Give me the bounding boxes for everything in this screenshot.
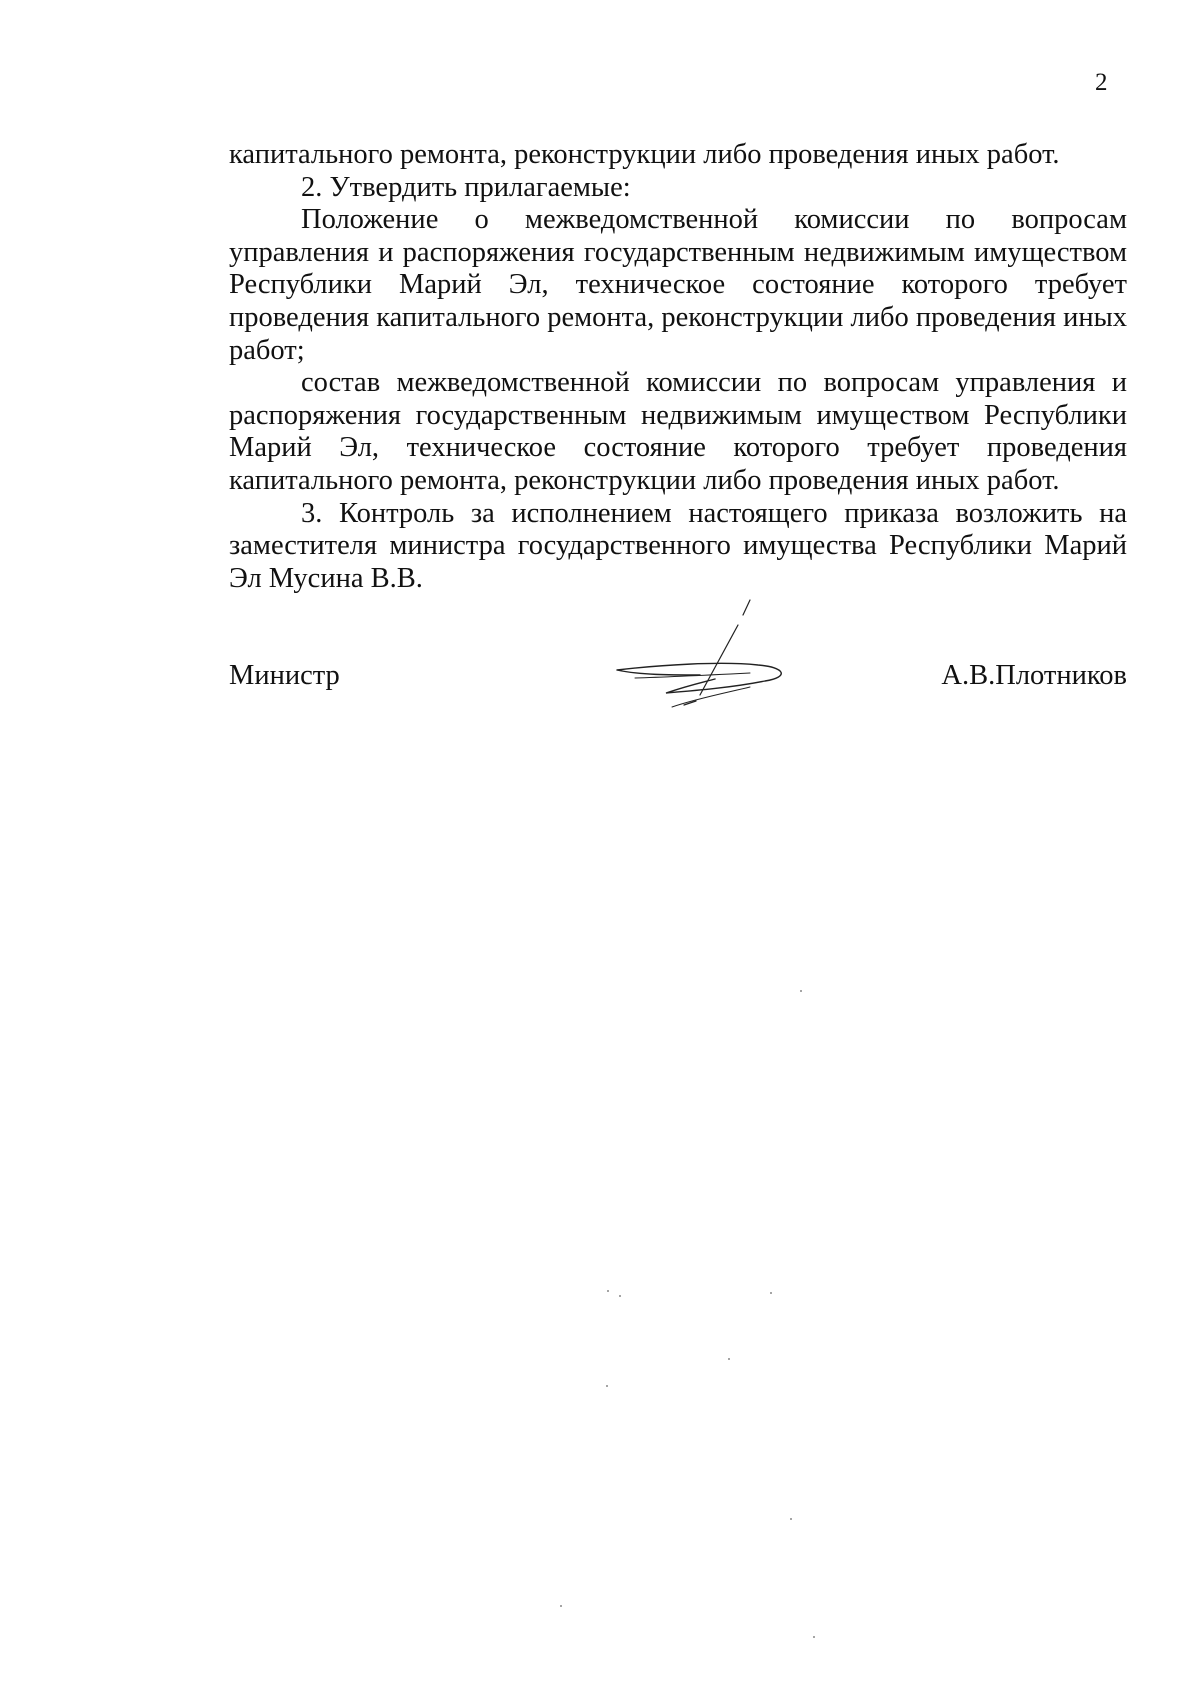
scan-speck (607, 1290, 609, 1292)
scan-speck (619, 1295, 621, 1297)
page-number: 2 (1095, 69, 1108, 96)
paragraph-continuation: капитального ремонта, реконструкции либо проведения иных работ. (229, 139, 1060, 170)
paragraph-regulation: Положение о межведомственной комиссии по вопросам управления и распоряжения государственным недвижимым имуществом Республики Марий Эл, техническое состояние которого требует проведения капитального ремонта, реконструкции либо проведения иных работ; (229, 204, 1127, 366)
paragraph-item-3: 3. Контроль за исполнением настоящего приказа возложить на заместителя министра государственного имущества Республики Марий Эл Мусина В.В. (229, 497, 1127, 594)
document-body (229, 139, 1127, 595)
scan-speck (728, 1358, 730, 1360)
scan-speck (770, 1292, 772, 1294)
scan-speck (800, 990, 802, 992)
scan-speck (813, 1636, 815, 1638)
paragraph-composition: состав межведомственной комиссии по вопросам управления и распоряжения государственным недвижимым имуществом Республики Марий Эл, техническое состояние которого требует проведения капитального ремонта, реконструкции либо проведения иных работ. (229, 367, 1127, 496)
scan-speck (606, 1385, 608, 1387)
scan-speck (560, 1605, 562, 1607)
handwritten-signature (600, 595, 800, 715)
signatory-name: А.В.Плотников (941, 660, 1127, 691)
signatory-title: Министр (229, 660, 340, 691)
scan-speck (790, 1518, 792, 1520)
paragraph-item-2: 2. Утвердить прилагаемые: (301, 171, 631, 203)
